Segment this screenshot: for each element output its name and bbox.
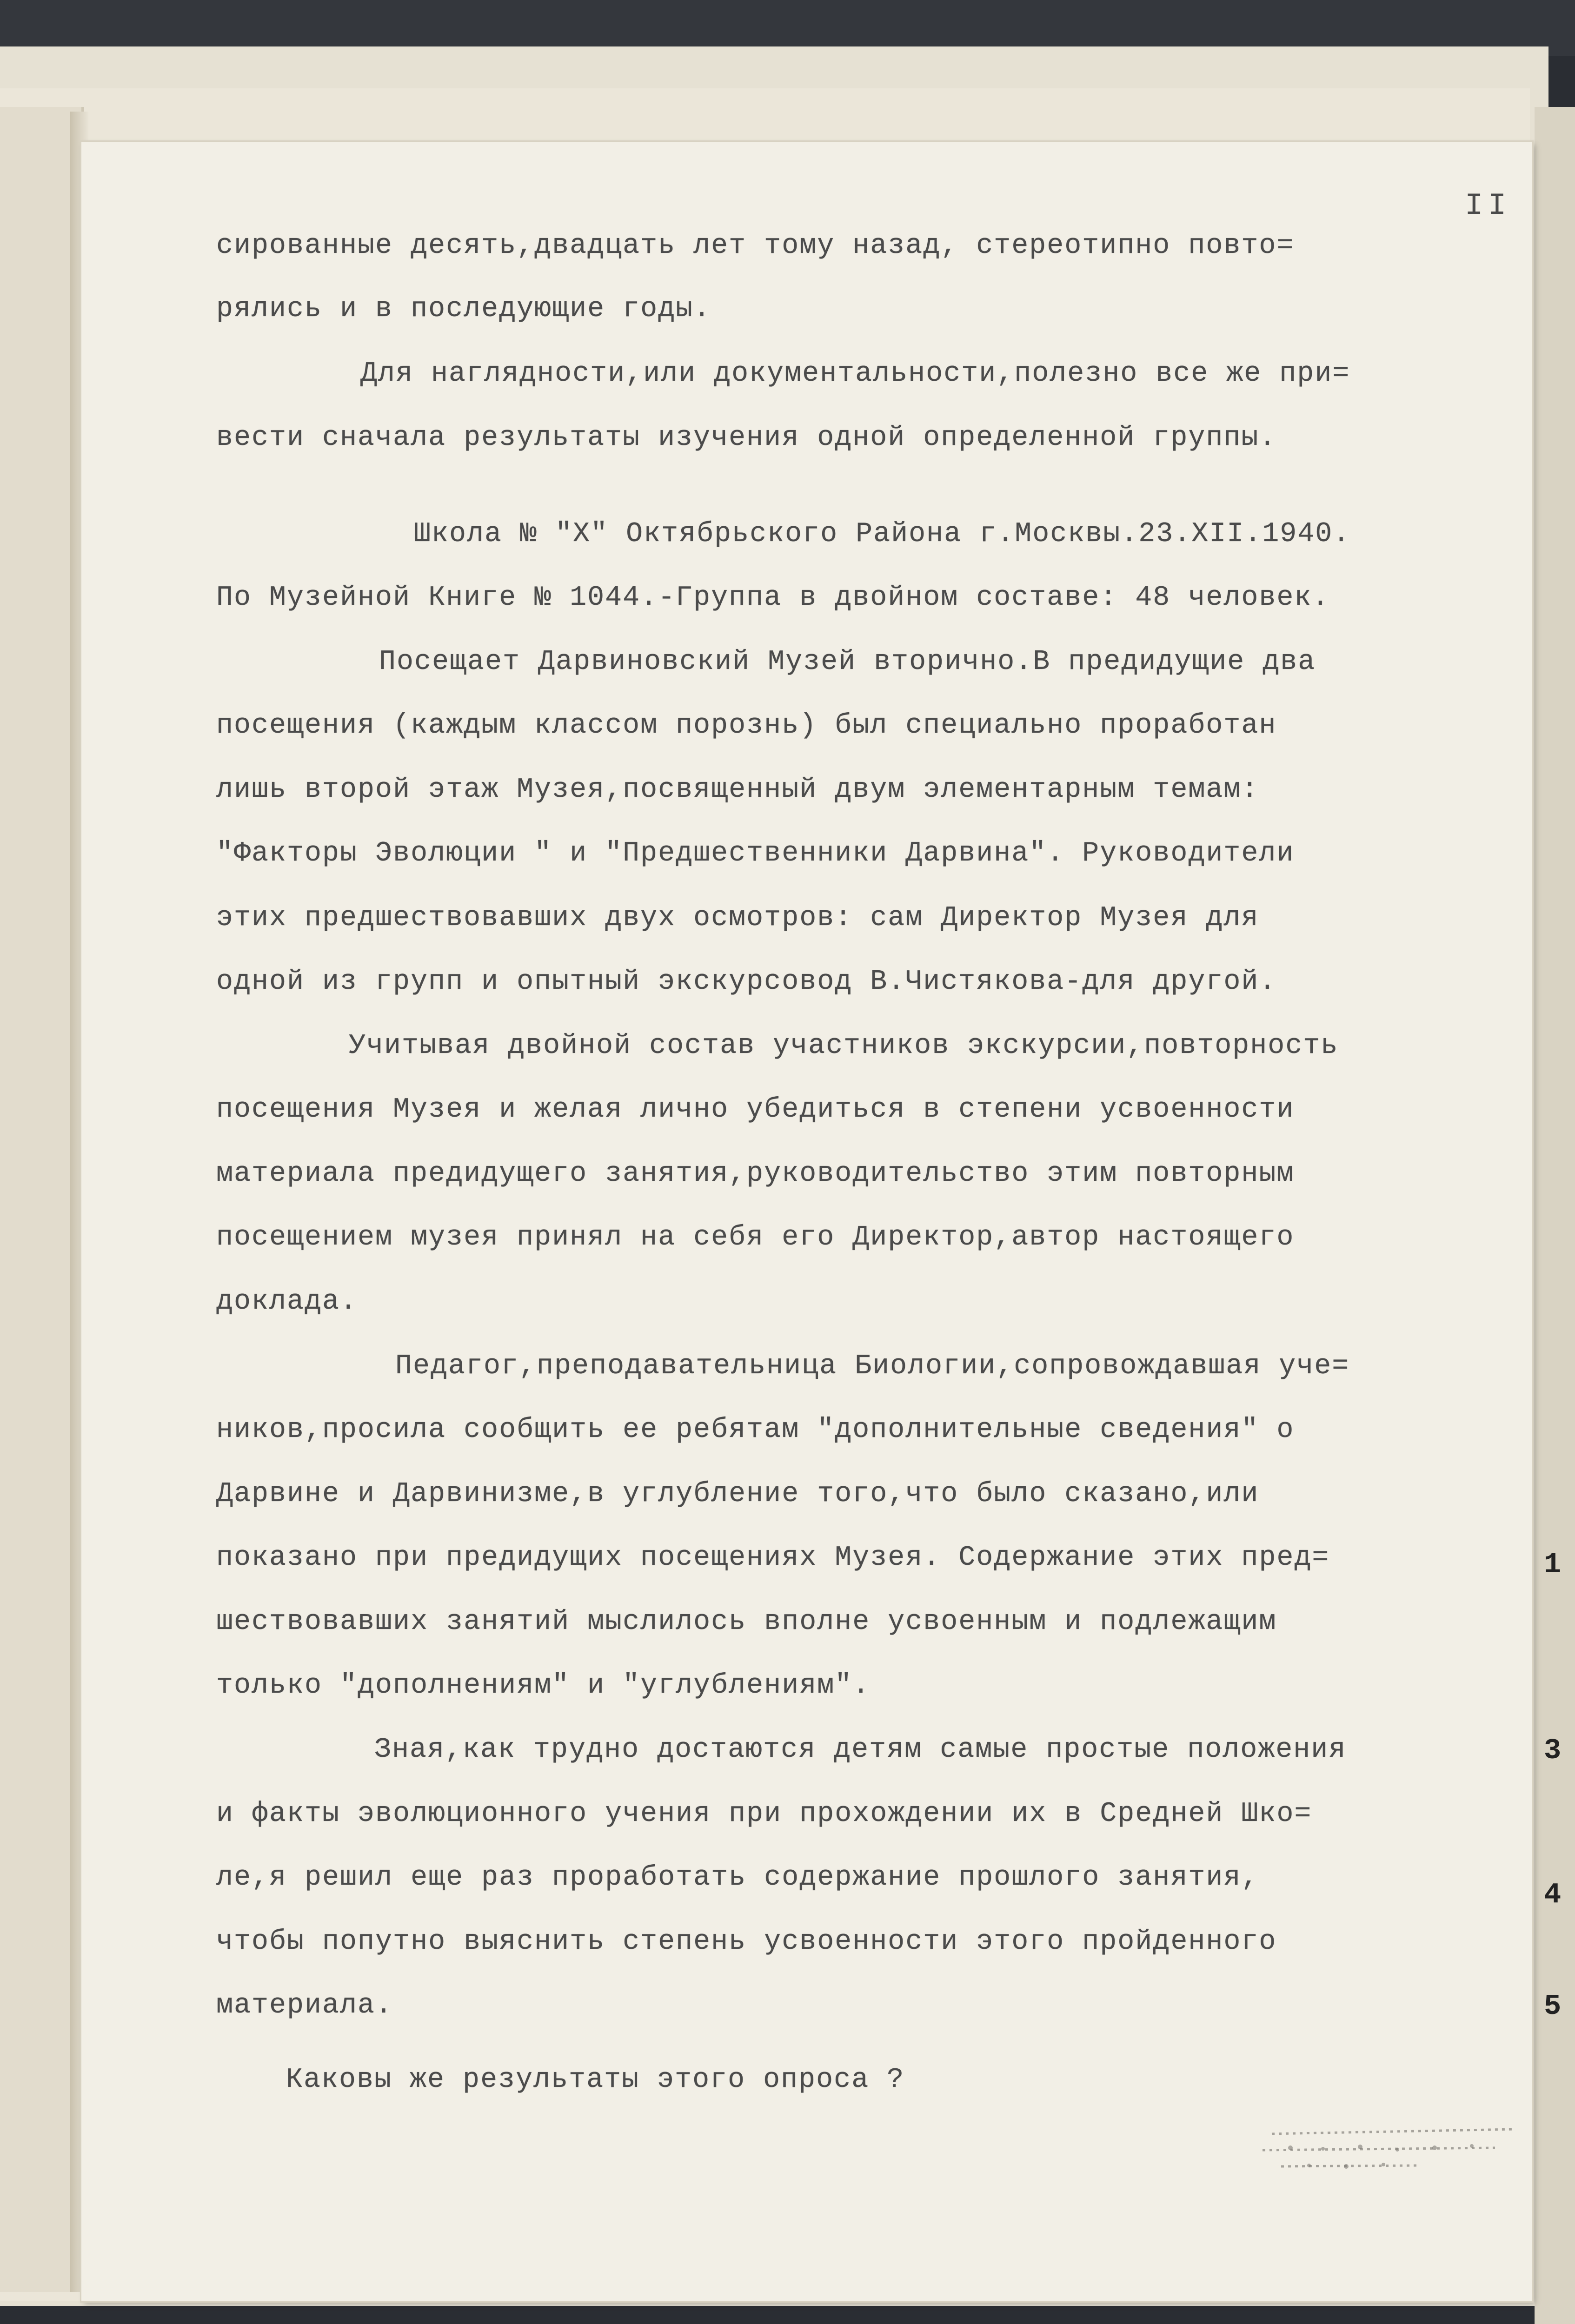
text-line: рялись и в последующие годы. bbox=[216, 293, 711, 325]
text-line: Школа № "Х" Октябрьского Района г.Москвы.23.XII.1940. bbox=[414, 518, 1351, 550]
text-line: Для наглядности,или документальности,полезно все же при= bbox=[360, 358, 1350, 390]
text-line: Дарвине и Дарвинизме,в углубление того,что было сказано,или bbox=[216, 1478, 1259, 1510]
margin-mark: 3 bbox=[1544, 1734, 1562, 1767]
text-line: лишь второй этаж Музея,посвященный двум элементарным темам: bbox=[216, 774, 1259, 806]
text-line: одной из групп и опытный экскурсовод В.Чистякова-для другой. bbox=[216, 966, 1277, 998]
text-line: "Факторы Эволюции " и "Предшественники Дарвина". Руководители bbox=[216, 838, 1295, 869]
margin-mark: 1 bbox=[1544, 1548, 1562, 1581]
text-line: ников,просила сообщить ее ребятам "дополнительные сведения" о bbox=[216, 1414, 1295, 1446]
text-line: Учитывая двойной состав участников экскурсии,повторность bbox=[349, 1030, 1339, 1062]
text-line: доклада. bbox=[216, 1286, 358, 1318]
text-line: посещения (каждым классом порознь) был специально проработан bbox=[216, 710, 1277, 742]
text-line: Каковы же результаты этого опроса ? bbox=[286, 2064, 905, 2096]
text-line: посещением музея принял на себя его Директор,автор настоящего bbox=[216, 1222, 1295, 1253]
text-line: По Музейной Книге № 1044.-Группа в двойном составе: 48 человек. bbox=[216, 582, 1330, 614]
text-line: шествовавших занятий мыслилось вполне усвоенным и подлежащим bbox=[216, 1606, 1277, 1638]
text-line: Зная,как трудно достаются детям самые простые положения bbox=[374, 1734, 1347, 1766]
text-line: Посещает Дарвиновский Музей вторично.В предидущие два bbox=[379, 646, 1316, 678]
next-page-edge bbox=[1535, 107, 1575, 2324]
text-line: посещения Музея и желая лично убедиться в степени усвоенности bbox=[216, 1094, 1295, 1126]
text-line: ле,я решил еще раз проработать содержание прошлого занятия, bbox=[216, 1862, 1259, 1894]
text-line: сированные десять,двадцать лет тому назад, стереотипно повто= bbox=[216, 230, 1295, 262]
text-line: Педагог,преподавательница Биологии,сопровождавшая уче= bbox=[395, 1351, 1350, 1382]
page-number: II bbox=[1465, 188, 1511, 223]
text-line: показано при предидущих посещениях Музея. Содержание этих пред= bbox=[216, 1542, 1330, 1574]
text-line: этих предшествовавших двух осмотров: сам Директор Музея для bbox=[216, 902, 1259, 934]
margin-mark: 4 bbox=[1544, 1878, 1562, 1911]
typewritten-page bbox=[81, 142, 1532, 2301]
margin-mark: 5 bbox=[1544, 1990, 1562, 2023]
text-line: вести сначала результаты изучения одной определенной группы. bbox=[216, 422, 1277, 454]
text-line: и факты эволюционного учения при прохождении их в Средней Шко= bbox=[216, 1798, 1312, 1830]
faded-stamp bbox=[1253, 2115, 1528, 2185]
text-line: чтобы попутно выяснить степень усвоенности этого пройденного bbox=[216, 1926, 1277, 1958]
text-line: материала предидущего занятия,руководительство этим повторным bbox=[216, 1158, 1295, 1190]
text-line: материала. bbox=[216, 1990, 393, 2021]
text-line: только "дополнениям" и "углублениям". bbox=[216, 1670, 871, 1702]
